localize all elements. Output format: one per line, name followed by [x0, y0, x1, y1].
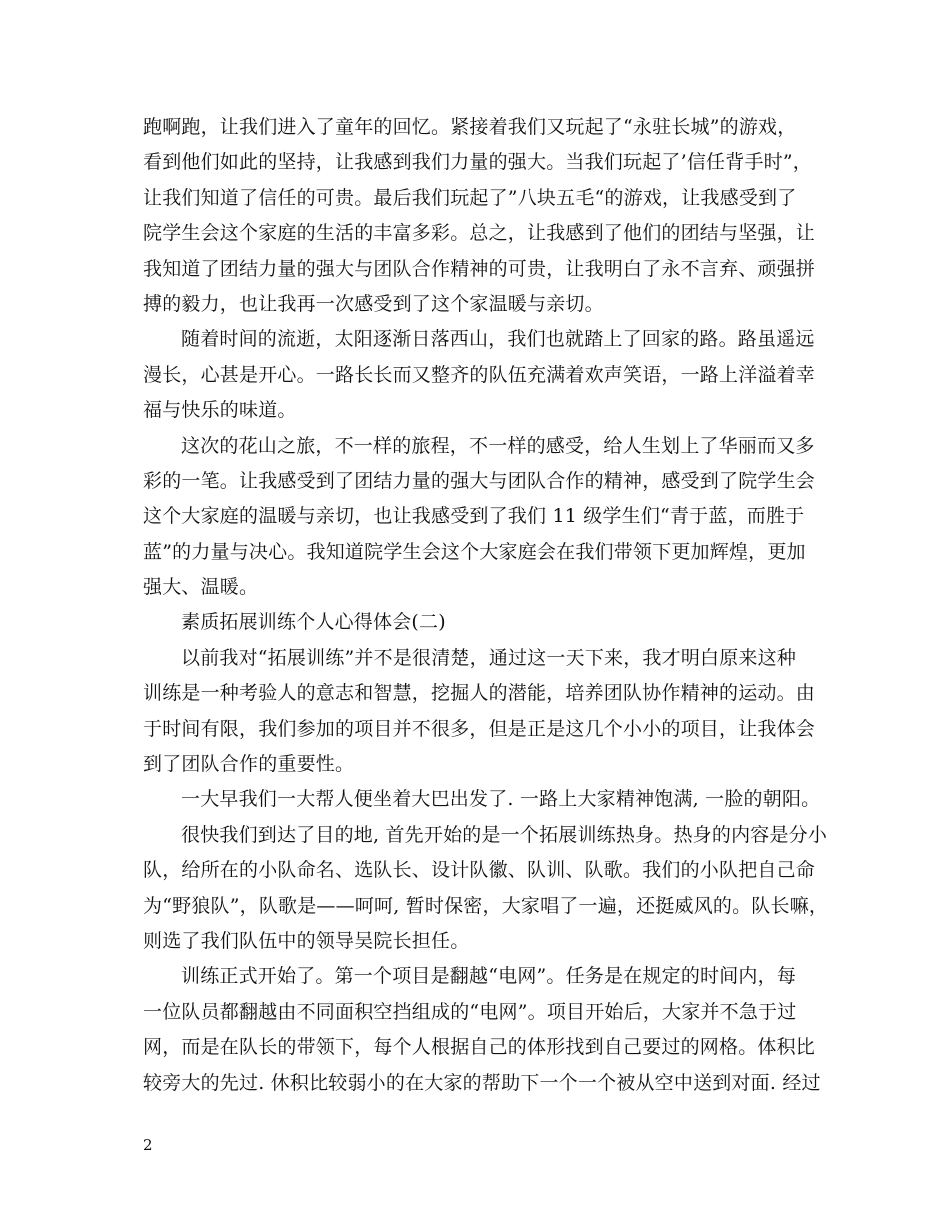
text-line: 队，给所在的小队命名、选队长、设计队徽、队训、队歌。我们的小队把自己命	[143, 859, 816, 882]
text-line: 强大、温暖。	[143, 576, 259, 599]
text-line: 这个大家庭的温暖与亲切，也让我感受到了我们 11 级学生们“青于蓝，而胜于	[143, 505, 805, 528]
paragraph-start-line: 随着时间的流逝，太阳逐渐日落西山，我们也就踏上了回家的路。路虽遥远	[181, 328, 815, 351]
text-line: 彩的一笔。让我感受到了团结力量的强大与团队合作的精神，感受到了院学生会	[143, 469, 816, 492]
paragraph-start-line: 这次的花山之旅，不一样的旅程，不一样的感受，给人生划上了华丽而又多	[181, 434, 815, 457]
paragraph-start-line: 训练正式开始了。第一个项目是翻越“电网”。任务是在规定的时间内，每	[181, 965, 797, 988]
paragraph-start-line: 很快我们到达了目的地, 首先开始的是一个拓展训练热身。热身的内容是分小	[181, 823, 828, 846]
page-number: 2	[143, 1136, 153, 1154]
section-title: 素质拓展训练个人心得体会(二)	[181, 611, 446, 634]
text-line: 看到他们如此的坚持，让我感到我们力量的强大。当我们玩起了’信任背手时”，	[143, 151, 812, 174]
paragraph-start-line: 一大早我们一大帮人便坐着大巴出发了. 一路上大家精神饱满, 一脸的朝阳。	[181, 788, 821, 811]
paragraph-start-line: 以前我对“拓展训练”并不是很清楚，通过这一天下来，我才明白原来这种	[181, 646, 797, 669]
text-line: 我知道了团结力量的强大与团队合作精神的可贵，让我明白了永不言弃、顽强拼	[143, 257, 816, 280]
text-line: 蓝”的力量与决心。我知道院学生会这个大家庭会在我们带领下更加辉煌，更加	[143, 540, 806, 563]
text-line: 则选了我们队伍中的领导吴院长担任。	[143, 929, 470, 952]
text-line: 院学生会这个家庭的生活的丰富多彩。总之，让我感到了他们的团结与坚强，让	[143, 222, 816, 245]
text-line: 福与快乐的味道。	[143, 399, 297, 422]
text-line: 到了团队合作的重要性。	[143, 753, 355, 776]
text-line: 网，而是在队长的带领下，每个人根据自己的体形找到自己要过的网格。体积比	[143, 1036, 816, 1059]
text-line: 于时间有限，我们参加的项目并不很多，但是正是这几个小小的项目，让我体会	[143, 717, 816, 740]
text-line: 让我们知道了信任的可贵。最后我们玩起了”八块五毛“的游戏，让我感受到了	[143, 186, 797, 209]
text-line: 搏的毅力，也让我再一次感受到了这个家温暖与亲切。	[143, 292, 604, 315]
text-line: 漫长，心甚是开心。一路长长而又整齐的队伍充满着欢声笑语，一路上洋溢着幸	[143, 363, 816, 386]
text-line: 为“野狼队”，队歌是——呵呵, 暂时保密，大家唱了一遍，还挺威风的。队长嘛，	[143, 894, 829, 917]
body-text	[143, 110, 829, 1101]
text-line: 训练是一种考验人的意志和智慧，挖掘人的潜能，培养团队协作精神的运动。由	[143, 682, 816, 705]
text-line: 较旁大的先过. 休积比较弱小的在大家的帮助下一个一个被从空中送到对面. 经过	[143, 1071, 821, 1094]
text-line: 跑啊跑，让我们进入了童年的回忆。紧接着我们又玩起了“永驻长城”的游戏，	[143, 116, 797, 138]
text-line: 一位队员都翻越由不同面积空挡组成的“电网”。项目开始后，大家并不急于过	[143, 1000, 797, 1023]
